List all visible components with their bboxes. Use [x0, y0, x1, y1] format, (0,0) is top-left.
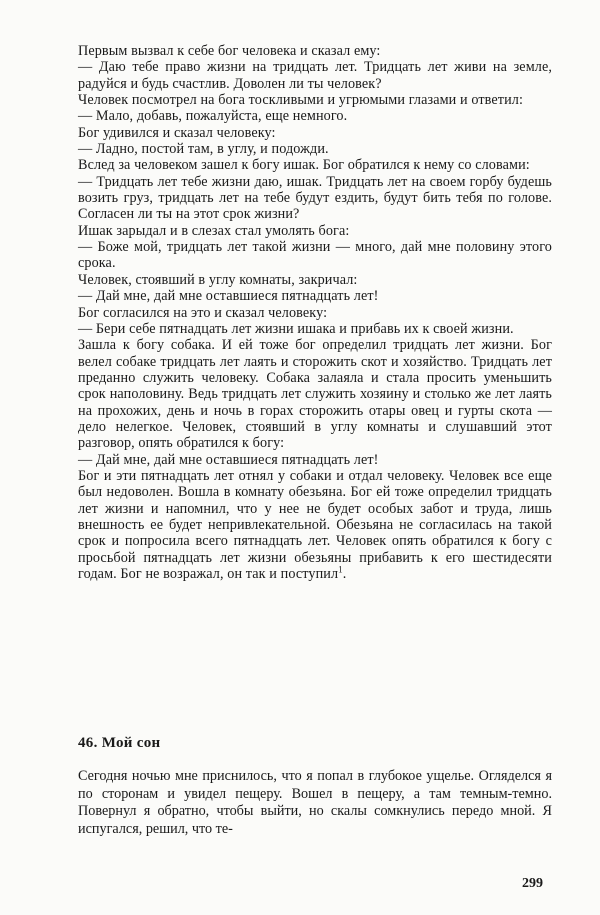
paragraph-text: Бог и эти пятнадцать лет отнял у собаки и отдал человеку. Человек все еще был недоволен. Вошла в комнату обезьяна. Бог ей тоже определил тридцать лет жизни и напомнил, что у нее не будет особых забот и труда, лишь внешность ее будет непривлекательной. Обезьяна не согласилась на такой срок и попросила всего пятнадцать лет. Человек опять обратился к богу с просьбой пятнадцать лет жизни обезьяны прибавить к его шестидесяти годам. Бог не возражал, он так и поступил — [78, 467, 552, 582]
paragraph: — Дай мне, дай мне оставшиеся пятнадцать лет! — [78, 451, 379, 468]
paragraph: Вслед за человеком зашел к богу ишак. Бог обратился к нему со словами: — [78, 157, 530, 174]
paragraph: Сегодня ночью мне приснилось, что я попал в глубокое ущелье. Огляделся я по сторонам и увидел пещеру. Вошел в пещеру, а там темным-темно. Повернул я обратно, чтобы выйти, но скалы сомкнулись передо мной. Я испугался, решил, что те- — [78, 768, 552, 837]
final-period: . — [342, 566, 347, 582]
paragraph-last — [78, 468, 552, 582]
paragraph: Человек посмотрел на бога тоскливыми и угрюмыми глазами и ответил: — [78, 92, 523, 109]
paragraph: Человек, стоявший в углу комнаты, закричал: — [78, 271, 358, 288]
paragraph: — Мало, добавь, пожалуйста, еще немного. — [78, 108, 348, 125]
paragraph: — Тридцать лет тебе жизни даю, ишак. Тридцать лет на своем горбу будешь возить груз, тридцать лет на тебе будут ездить, будут бить тебя по голове. Согласен ли ты на этот срок жизни? — [78, 173, 552, 223]
paragraph: Первым вызвал к себе бог человека и сказал ему: — [78, 43, 381, 59]
next-story-block — [78, 768, 552, 838]
paragraph: Ишак зарыдал и в слезах стал умолять бога: — [78, 222, 350, 239]
page-number: 299 — [522, 876, 543, 891]
paragraph: — Бери себе пятнадцать лет жизни ишака и прибавь их к своей жизни. — [78, 320, 514, 337]
paragraph: — Ладно, постой там, в углу, и подожди. — [78, 141, 329, 158]
paragraph: — Даю тебе право жизни на тридцать лет. Тридцать лет живи на земле, радуйся и будь счастлив. Доволен ли ты человек? — [78, 59, 552, 92]
paragraph: — Дай мне, дай мне оставшиеся пятнадцать лет! — [78, 288, 379, 305]
paragraph: — Боже мой, тридцать лет такой жизни — много, дай мне половину этого срока. — [78, 239, 552, 272]
paragraph: Бог удивился и сказал человеку: — [78, 124, 276, 141]
story-text-block — [78, 43, 552, 582]
paragraph: Зашла к богу собака. И ей тоже бог определил тридцать лет жизни. Бог велел собаке тридцать лет лаять и сторожить скот и хозяйство. Тридцать лет преданно служить человеку. Собака залаяла и стала просить уменьшить срок наполовину. Ведь тридцать лет служить хозяину и столько же лет лаять на прохожих, день и ночь в горах сторожить отары овец и гурты скота — дело нелегкое. Человек, стоявший в углу комнаты и слушавший этот разговор, опять обратился к богу: — [78, 337, 552, 452]
paragraph: Бог согласился на это и сказал человеку: — [78, 304, 328, 321]
footnote-mark: 1 — [338, 564, 343, 575]
section-heading: 46. Мой сон — [78, 735, 161, 751]
